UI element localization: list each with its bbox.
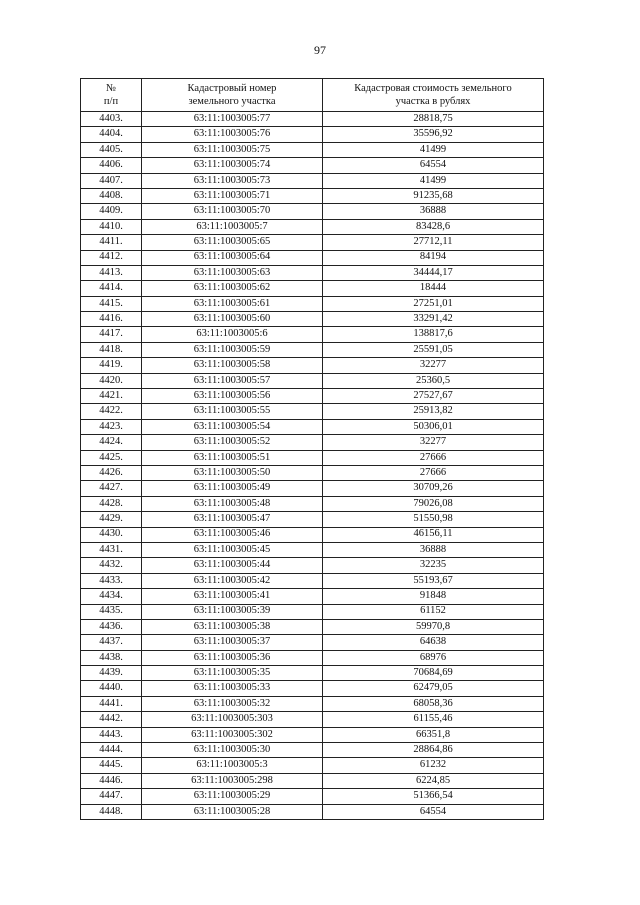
row-number: 4434.	[81, 589, 142, 604]
table-row	[81, 204, 544, 219]
table-row	[81, 512, 544, 527]
cadastral-number: 63:11:1003005:49	[142, 481, 323, 496]
table-row	[81, 666, 544, 681]
cadastral-value: 27666	[323, 450, 544, 465]
header-number-line2: п/п	[103, 96, 119, 107]
cadastral-number: 63:11:1003005:56	[142, 389, 323, 404]
row-number: 4411.	[81, 235, 142, 250]
row-number: 4403.	[81, 112, 142, 127]
table-row	[81, 727, 544, 742]
cadastral-number: 63:11:1003005:59	[142, 342, 323, 357]
cadastral-value-table	[80, 78, 544, 820]
row-number: 4439.	[81, 666, 142, 681]
row-number: 4406.	[81, 158, 142, 173]
table-row	[81, 804, 544, 819]
cadastral-number: 63:11:1003005:70	[142, 204, 323, 219]
cadastral-number: 63:11:1003005:302	[142, 727, 323, 742]
row-number: 4448.	[81, 804, 142, 819]
table-row	[81, 481, 544, 496]
cadastral-value: 84194	[323, 250, 544, 265]
row-number: 4432.	[81, 558, 142, 573]
table-row	[81, 696, 544, 711]
header-value-line2: участка в рублях	[395, 96, 471, 107]
row-number: 4405.	[81, 142, 142, 157]
table-row	[81, 250, 544, 265]
cadastral-value: 6224,85	[323, 773, 544, 788]
row-number: 4404.	[81, 127, 142, 142]
table-row	[81, 281, 544, 296]
table-row	[81, 127, 544, 142]
row-number: 4413.	[81, 265, 142, 280]
cadastral-value: 51550,98	[323, 512, 544, 527]
table-row	[81, 681, 544, 696]
cadastral-value: 27666	[323, 465, 544, 480]
cadastral-number: 63:11:1003005:63	[142, 265, 323, 280]
cadastral-number: 63:11:1003005:33	[142, 681, 323, 696]
row-number: 4442.	[81, 712, 142, 727]
table-row	[81, 358, 544, 373]
cadastral-number: 63:11:1003005:29	[142, 789, 323, 804]
table-row	[81, 743, 544, 758]
cadastral-value: 27527,67	[323, 389, 544, 404]
cadastral-number: 63:11:1003005:28	[142, 804, 323, 819]
table-row	[81, 542, 544, 557]
row-number: 4419.	[81, 358, 142, 373]
header-cadastral-number	[142, 79, 323, 112]
cadastral-value: 32277	[323, 435, 544, 450]
cadastral-number: 63:11:1003005:55	[142, 404, 323, 419]
row-number: 4436.	[81, 619, 142, 634]
table-row	[81, 758, 544, 773]
row-number: 4429.	[81, 512, 142, 527]
cadastral-value: 61155,46	[323, 712, 544, 727]
cadastral-number: 63:11:1003005:51	[142, 450, 323, 465]
table-row	[81, 589, 544, 604]
cadastral-value: 68976	[323, 650, 544, 665]
row-number: 4446.	[81, 773, 142, 788]
cadastral-number: 63:11:1003005:46	[142, 527, 323, 542]
cadastral-number: 63:11:1003005:65	[142, 235, 323, 250]
row-number: 4408.	[81, 188, 142, 203]
cadastral-value: 32235	[323, 558, 544, 573]
cadastral-number: 63:11:1003005:3	[142, 758, 323, 773]
cadastral-value: 27251,01	[323, 296, 544, 311]
table-row	[81, 265, 544, 280]
cadastral-value: 55193,67	[323, 573, 544, 588]
table-row	[81, 619, 544, 634]
cadastral-value: 34444,17	[323, 265, 544, 280]
row-number: 4415.	[81, 296, 142, 311]
cadastral-value: 62479,05	[323, 681, 544, 696]
cadastral-value: 59970,8	[323, 619, 544, 634]
cadastral-value: 68058,36	[323, 696, 544, 711]
cadastral-number: 63:11:1003005:6	[142, 327, 323, 342]
row-number: 4445.	[81, 758, 142, 773]
cadastral-value: 27712,11	[323, 235, 544, 250]
row-number: 4407.	[81, 173, 142, 188]
table-row	[81, 465, 544, 480]
row-number: 4418.	[81, 342, 142, 357]
row-number: 4431.	[81, 542, 142, 557]
cadastral-number: 63:11:1003005:36	[142, 650, 323, 665]
row-number: 4428.	[81, 496, 142, 511]
cadastral-value: 33291,42	[323, 312, 544, 327]
row-number: 4430.	[81, 527, 142, 542]
cadastral-number: 63:11:1003005:77	[142, 112, 323, 127]
table-row	[81, 296, 544, 311]
row-number: 4447.	[81, 789, 142, 804]
cadastral-value: 41499	[323, 173, 544, 188]
cadastral-number: 63:11:1003005:61	[142, 296, 323, 311]
cadastral-number: 63:11:1003005:75	[142, 142, 323, 157]
row-number: 4422.	[81, 404, 142, 419]
cadastral-value: 64554	[323, 804, 544, 819]
cadastral-number: 63:11:1003005:7	[142, 219, 323, 234]
cadastral-value: 25913,82	[323, 404, 544, 419]
cadastral-value: 41499	[323, 142, 544, 157]
cadastral-number: 63:11:1003005:73	[142, 173, 323, 188]
cadastral-value: 46156,11	[323, 527, 544, 542]
cadastral-value: 66351,8	[323, 727, 544, 742]
table-row	[81, 142, 544, 157]
table-row	[81, 188, 544, 203]
cadastral-value: 36888	[323, 204, 544, 219]
cadastral-number: 63:11:1003005:41	[142, 589, 323, 604]
cadastral-value: 30709,26	[323, 481, 544, 496]
cadastral-value: 18444	[323, 281, 544, 296]
cadastral-value: 61232	[323, 758, 544, 773]
table-row	[81, 112, 544, 127]
table-row	[81, 650, 544, 665]
row-number: 4424.	[81, 435, 142, 450]
cadastral-value: 138817,6	[323, 327, 544, 342]
table-row	[81, 404, 544, 419]
cadastral-value: 91848	[323, 589, 544, 604]
row-number: 4426.	[81, 465, 142, 480]
cadastral-value: 25360,5	[323, 373, 544, 388]
table-row	[81, 158, 544, 173]
table-row	[81, 635, 544, 650]
cadastral-number: 63:11:1003005:58	[142, 358, 323, 373]
cadastral-number: 63:11:1003005:50	[142, 465, 323, 480]
cadastral-value: 35596,92	[323, 127, 544, 142]
cadastral-number: 63:11:1003005:38	[142, 619, 323, 634]
cadastral-number: 63:11:1003005:35	[142, 666, 323, 681]
row-number: 4420.	[81, 373, 142, 388]
cadastral-number: 63:11:1003005:54	[142, 419, 323, 434]
header-number-line1: №	[105, 83, 117, 94]
table-row	[81, 373, 544, 388]
cadastral-number: 63:11:1003005:298	[142, 773, 323, 788]
table-row	[81, 389, 544, 404]
header-cadastral-line2: земельного участка	[188, 96, 276, 107]
row-number: 4425.	[81, 450, 142, 465]
cadastral-value: 64554	[323, 158, 544, 173]
row-number: 4438.	[81, 650, 142, 665]
cadastral-number: 63:11:1003005:60	[142, 312, 323, 327]
header-row	[81, 79, 544, 112]
cadastral-number: 63:11:1003005:64	[142, 250, 323, 265]
cadastral-number: 63:11:1003005:48	[142, 496, 323, 511]
table-header	[81, 79, 544, 112]
cadastral-value: 25591,05	[323, 342, 544, 357]
row-number: 4435.	[81, 604, 142, 619]
cadastral-value: 32277	[323, 358, 544, 373]
table-row	[81, 789, 544, 804]
cadastral-value: 64638	[323, 635, 544, 650]
header-number	[81, 79, 142, 112]
table-row	[81, 327, 544, 342]
row-number: 4412.	[81, 250, 142, 265]
row-number: 4441.	[81, 696, 142, 711]
table-row	[81, 712, 544, 727]
row-number: 4427.	[81, 481, 142, 496]
cadastral-number: 63:11:1003005:52	[142, 435, 323, 450]
table-row	[81, 435, 544, 450]
table-row	[81, 558, 544, 573]
cadastral-number: 63:11:1003005:30	[142, 743, 323, 758]
cadastral-number: 63:11:1003005:47	[142, 512, 323, 527]
cadastral-number: 63:11:1003005:44	[142, 558, 323, 573]
cadastral-value: 91235,68	[323, 188, 544, 203]
cadastral-number: 63:11:1003005:62	[142, 281, 323, 296]
cadastral-value: 61152	[323, 604, 544, 619]
cadastral-number: 63:11:1003005:303	[142, 712, 323, 727]
table-row	[81, 496, 544, 511]
cadastral-number: 63:11:1003005:45	[142, 542, 323, 557]
table-row	[81, 527, 544, 542]
table-row	[81, 573, 544, 588]
table-row	[81, 235, 544, 250]
row-number: 4414.	[81, 281, 142, 296]
header-cadastral-value	[323, 79, 544, 112]
row-number: 4433.	[81, 573, 142, 588]
table-row	[81, 312, 544, 327]
table-row	[81, 604, 544, 619]
table-row	[81, 773, 544, 788]
cadastral-number: 63:11:1003005:32	[142, 696, 323, 711]
cadastral-number: 63:11:1003005:39	[142, 604, 323, 619]
table-body	[81, 112, 544, 820]
cadastral-value: 28864,86	[323, 743, 544, 758]
cadastral-value: 70684,69	[323, 666, 544, 681]
row-number: 4444.	[81, 743, 142, 758]
cadastral-value: 83428,6	[323, 219, 544, 234]
table-row	[81, 450, 544, 465]
row-number: 4423.	[81, 419, 142, 434]
cadastral-value: 28818,75	[323, 112, 544, 127]
cadastral-number: 63:11:1003005:71	[142, 188, 323, 203]
row-number: 4440.	[81, 681, 142, 696]
table-row	[81, 419, 544, 434]
header-value-line1: Кадастровая стоимость земельного	[354, 83, 512, 94]
cadastral-number: 63:11:1003005:37	[142, 635, 323, 650]
page-number: 97	[314, 43, 326, 57]
header-cadastral-line1: Кадастровый номер	[187, 83, 277, 94]
row-number: 4443.	[81, 727, 142, 742]
table-row	[81, 342, 544, 357]
row-number: 4417.	[81, 327, 142, 342]
table-row	[81, 219, 544, 234]
row-number: 4409.	[81, 204, 142, 219]
cadastral-value: 36888	[323, 542, 544, 557]
row-number: 4410.	[81, 219, 142, 234]
table-row	[81, 173, 544, 188]
cadastral-number: 63:11:1003005:74	[142, 158, 323, 173]
cadastral-value: 50306,01	[323, 419, 544, 434]
cadastral-number: 63:11:1003005:57	[142, 373, 323, 388]
cadastral-number: 63:11:1003005:76	[142, 127, 323, 142]
cadastral-value: 79026,08	[323, 496, 544, 511]
row-number: 4421.	[81, 389, 142, 404]
cadastral-number: 63:11:1003005:42	[142, 573, 323, 588]
row-number: 4416.	[81, 312, 142, 327]
row-number: 4437.	[81, 635, 142, 650]
cadastral-value: 51366,54	[323, 789, 544, 804]
